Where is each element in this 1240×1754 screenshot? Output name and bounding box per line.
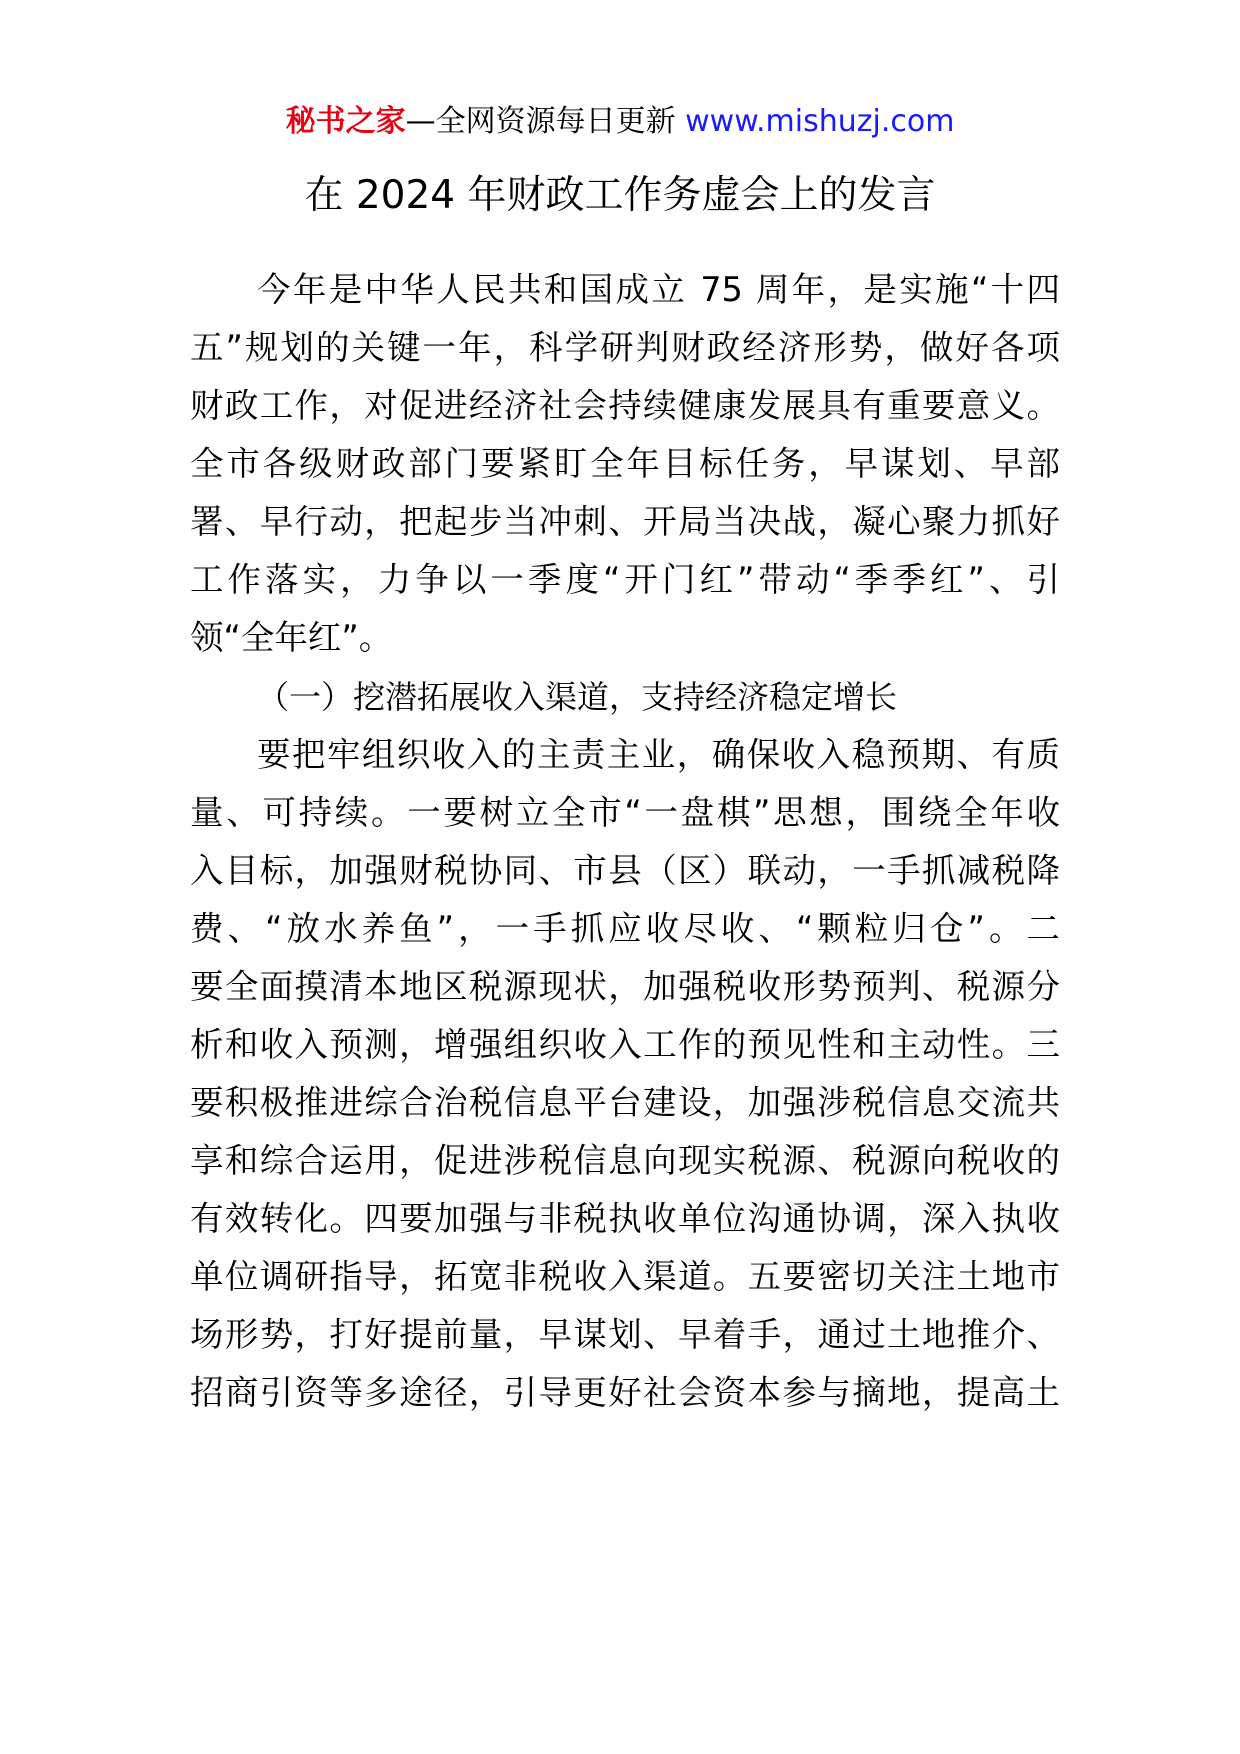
paragraph-line: 入目标，加强财税协同、市县（区）联动，一手抓减税降 (190, 851, 1060, 890)
brand-name: 秘书之家 (285, 104, 406, 139)
paragraph-line: 财政工作，对促进经济社会持续健康发展具有重要意义。 (190, 386, 1060, 425)
paragraph-line: 领“全年红”。 (190, 618, 393, 657)
paragraph-line: 全市各级财政部门要紧盯全年目标任务，早谋划、早部 (190, 444, 1060, 483)
paragraph-line: 量、可持续。一要树立全市“一盘棋”思想，围绕全年收 (190, 793, 1060, 832)
paragraph-line: 单位调研指导，拓宽非税收入渠道。五要密切关注土地市 (190, 1257, 1060, 1296)
paragraph-line: 享和综合运用，促进涉税信息向现实税源、税源向税收的 (190, 1141, 1060, 1180)
paragraph-line: 要把牢组织收入的主责主业，确保收入稳预期、有质 (257, 735, 1060, 774)
banner-tagline: —全网资源每日更新 (405, 104, 676, 139)
paragraph-line: 今年是中华人民共和国成立 75 周年，是实施“十四 (257, 270, 1060, 309)
paragraph-line: 五”规划的关键一年，科学研判财政经济形势，做好各项 (190, 328, 1060, 367)
paragraph-line: 要积极推进综合治税信息平台建设，加强涉税信息交流共 (190, 1083, 1060, 1122)
section-heading: （一）挖潜拓展收入渠道，支持经济稳定增长 (257, 678, 898, 716)
paragraph-line: 场形势，打好提前量，早谋划、早着手，通过土地推介、 (190, 1315, 1060, 1354)
paragraph-line: 有效转化。四要加强与非税执收单位沟通协调，深入执收 (190, 1199, 1060, 1238)
paragraph-line: 署、早行动，把起步当冲刺、开局当决战，凝心聚力抓好 (190, 502, 1060, 541)
site-banner (0, 100, 1240, 144)
paragraph-line: 析和收入预测，增强组织收入工作的预见性和主动性。三 (190, 1025, 1060, 1064)
paragraph-line: 招商引资等多途径，引导更好社会资本参与摘地，提高土 (190, 1373, 1060, 1412)
paragraph-line: 工作落实，力争以一季度“开门红”带动“季季红”、引 (190, 560, 1060, 599)
paragraph-line: 要全面摸清本地区税源现状，加强税收形势预判、税源分 (190, 967, 1060, 1006)
site-url-link[interactable]: www.mishuzj.com (685, 104, 955, 139)
document-title: 在 2024 年财政工作务虚会上的发言 (304, 173, 936, 218)
paragraph-line: 费、“放水养鱼”，一手抓应收尽收、“颗粒归仓”。二 (190, 909, 1060, 948)
